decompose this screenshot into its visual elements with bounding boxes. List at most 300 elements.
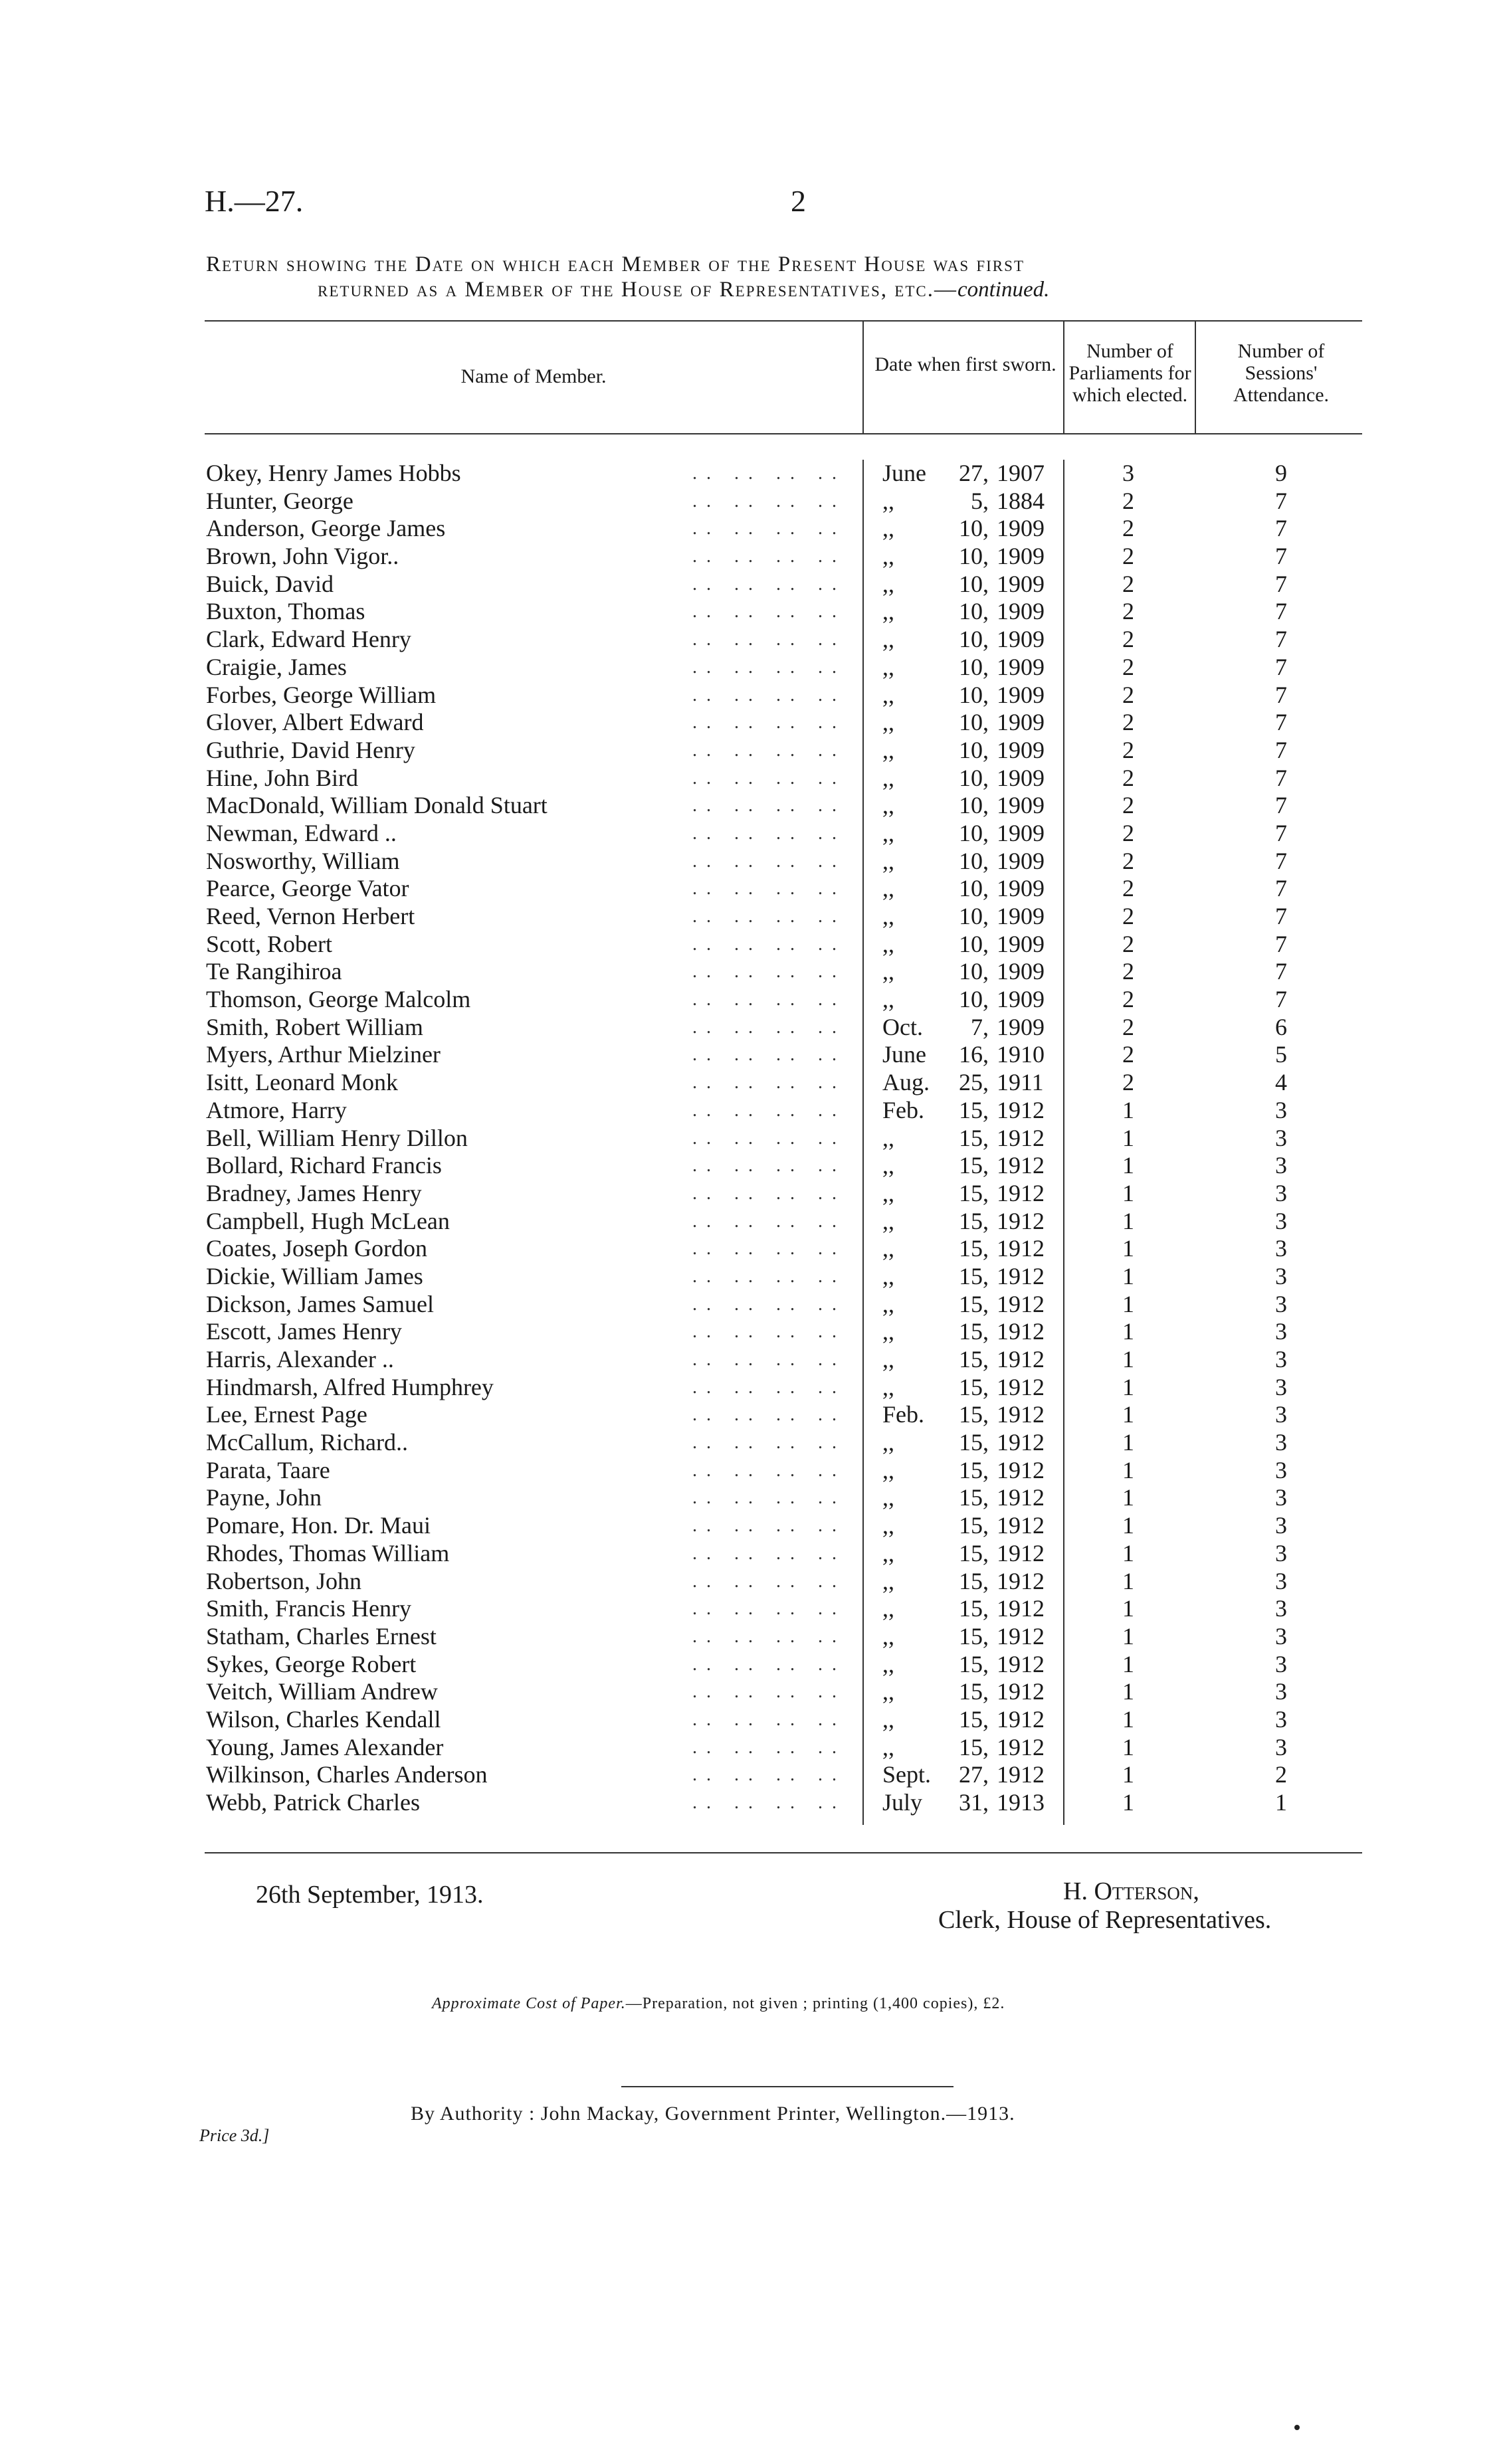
cell-sessions: 4 (1275, 1069, 1287, 1096)
table-row (205, 654, 1362, 682)
cell-parliaments: 2 (1122, 487, 1134, 514)
cell-name: Smith, Robert William (206, 1013, 423, 1040)
leader-dots: .. .. .. .. (692, 1460, 846, 1481)
cell-name: Isitt, Leonard Monk (206, 1069, 398, 1096)
table-row (205, 903, 1362, 931)
cell-sessions: 7 (1275, 792, 1287, 819)
leader-dots: .. .. .. .. (692, 1709, 846, 1730)
cell-name: MacDonald, William Donald Stuart (206, 792, 548, 819)
cell-month: ,, (882, 543, 894, 570)
cell-name: Thomson, George Malcolm (206, 986, 471, 1013)
table-row (205, 1761, 1362, 1789)
page-number: 2 (791, 184, 806, 218)
cell-month: ,, (882, 764, 894, 791)
cell-name: Wilson, Charles Kendall (206, 1705, 441, 1733)
header-parliaments: Number of Parliaments for which elected. (1068, 340, 1191, 406)
cell-sessions: 7 (1275, 930, 1287, 957)
cell-month: ,, (882, 1207, 894, 1234)
cell-parliaments: 2 (1122, 653, 1134, 680)
cell-name: Parata, Taare (206, 1456, 330, 1483)
cell-day: 10, (959, 930, 989, 957)
cell-day: 27, (959, 460, 989, 486)
cell-parliaments: 2 (1122, 986, 1134, 1013)
cell-year: 1912 (997, 1705, 1045, 1733)
table-row (205, 1651, 1362, 1679)
cell-year: 1909 (997, 958, 1045, 985)
cell-year: 1912 (997, 1290, 1045, 1317)
leader-dots: .. .. .. .. (692, 1099, 846, 1121)
cell-day: 15, (959, 1595, 989, 1622)
cell-year: 1909 (997, 986, 1045, 1013)
table-row (205, 1678, 1362, 1706)
table-row (205, 1623, 1362, 1651)
column-divider (1063, 320, 1064, 433)
cell-parliaments: 1 (1122, 1318, 1134, 1345)
cell-year: 1912 (997, 1761, 1045, 1788)
table-row (205, 875, 1362, 903)
cell-year: 1912 (997, 1512, 1045, 1539)
table-row (205, 958, 1362, 986)
table-row (205, 1484, 1362, 1512)
cell-day: 15, (959, 1622, 989, 1650)
leader-dots: .. .. .. .. (692, 1792, 846, 1813)
cell-sessions: 3 (1275, 1484, 1287, 1511)
cell-year: 1912 (997, 1401, 1045, 1428)
leader-dots: .. .. .. .. (692, 1376, 846, 1398)
cell-sessions: 3 (1275, 1262, 1287, 1289)
cell-parliaments: 2 (1122, 1013, 1134, 1040)
cell-name: Pomare, Hon. Dr. Maui (206, 1512, 431, 1539)
cell-month: ,, (882, 1705, 894, 1733)
header-sessions: Number of Sessions' Attendance. (1233, 340, 1330, 406)
table-row (205, 1346, 1362, 1374)
cell-parliaments: 1 (1122, 1290, 1134, 1317)
leader-dots: .. .. .. .. (692, 1487, 846, 1509)
leader-dots: .. .. .. .. (692, 601, 846, 622)
cell-sessions: 3 (1275, 1124, 1287, 1151)
cell-year: 1909 (997, 930, 1045, 957)
cell-name: Rhodes, Thomas William (206, 1539, 450, 1566)
table-row (205, 1125, 1362, 1153)
leader-dots: .. .. .. .. (692, 878, 846, 900)
cell-sessions: 3 (1275, 1622, 1287, 1650)
cell-month: ,, (882, 792, 894, 819)
cost-note (432, 1995, 1005, 2013)
cell-parliaments: 1 (1122, 1761, 1134, 1788)
table-row (205, 571, 1362, 599)
cell-parliaments: 1 (1122, 1622, 1134, 1650)
print-speck (1294, 2425, 1300, 2430)
cost-label: Approximate Cost of Paper. (432, 1995, 626, 2012)
cell-day: 10, (959, 764, 989, 791)
cell-day: 25, (959, 1069, 989, 1096)
price: Price 3d.] (199, 2126, 270, 2145)
cell-year: 1912 (997, 1235, 1045, 1262)
cell-sessions: 3 (1275, 1179, 1287, 1206)
cell-sessions: 7 (1275, 875, 1287, 902)
table-row (205, 1263, 1362, 1291)
leader-dots: .. .. .. .. (692, 1238, 846, 1260)
leader-dots: .. .. .. .. (692, 629, 846, 650)
leader-dots: .. .. .. .. (692, 1404, 846, 1426)
table-row (205, 1595, 1362, 1623)
table-row (205, 1014, 1362, 1042)
caption-line-1: Return showing the Date on which each Member of the Present House was first (206, 252, 1025, 276)
cell-day: 15, (959, 1207, 989, 1234)
cell-day: 15, (959, 1484, 989, 1511)
cell-month: ,, (882, 736, 894, 763)
cell-year: 1912 (997, 1733, 1045, 1760)
cell-name: Payne, John (206, 1484, 322, 1511)
cell-name: Hine, John Bird (206, 764, 358, 791)
cell-sessions: 3 (1275, 1650, 1287, 1677)
table-row (205, 1180, 1362, 1208)
cell-day: 10, (959, 847, 989, 874)
cell-month: ,, (882, 487, 894, 514)
cell-year: 1912 (997, 1346, 1045, 1373)
cell-year: 1909 (997, 515, 1045, 542)
cell-parliaments: 2 (1122, 792, 1134, 819)
cell-sessions: 7 (1275, 543, 1287, 570)
leader-dots: .. .. .. .. (692, 1432, 846, 1454)
cell-sessions: 7 (1275, 626, 1287, 653)
date-signed: 26th September, 1913. (256, 1881, 484, 1909)
leader-dots: .. .. .. .. (692, 1515, 846, 1537)
cell-parliaments: 2 (1122, 930, 1134, 957)
cell-parliaments: 1 (1122, 1401, 1134, 1428)
cell-parliaments: 2 (1122, 515, 1134, 542)
cell-name: Harris, Alexander .. (206, 1346, 394, 1373)
leader-dots: .. .. .. .. (692, 518, 846, 539)
cell-month: ,, (882, 653, 894, 680)
table-top-rule (205, 320, 1362, 322)
cell-name: Atmore, Harry (206, 1096, 347, 1123)
cell-month: ,, (882, 903, 894, 929)
leader-dots: .. .. .. .. (692, 712, 846, 733)
table-row (205, 1429, 1362, 1457)
leader-dots: .. .. .. .. (692, 656, 846, 678)
table-row (205, 626, 1362, 654)
cell-parliaments: 1 (1122, 1678, 1134, 1705)
cell-year: 1912 (997, 1207, 1045, 1234)
cell-parliaments: 1 (1122, 1179, 1134, 1206)
cell-month: ,, (882, 1456, 894, 1483)
cell-sessions: 7 (1275, 681, 1287, 708)
cell-year: 1913 (997, 1789, 1045, 1816)
cell-year: 1909 (997, 709, 1045, 736)
cell-sessions: 7 (1275, 598, 1287, 625)
cell-sessions: 7 (1275, 764, 1287, 791)
table-row (205, 1152, 1362, 1180)
cell-sessions: 2 (1275, 1761, 1287, 1788)
leader-dots: .. .. .. .. (692, 822, 846, 844)
leader-dots: .. .. .. .. (692, 490, 846, 512)
cell-parliaments: 1 (1122, 1484, 1134, 1511)
cell-parliaments: 1 (1122, 1595, 1134, 1622)
cell-sessions: 3 (1275, 1429, 1287, 1456)
cell-sessions: 3 (1275, 1346, 1287, 1373)
cell-month: June (882, 460, 926, 486)
cell-day: 15, (959, 1567, 989, 1594)
cell-sessions: 1 (1275, 1789, 1287, 1816)
cell-year: 1909 (997, 736, 1045, 763)
cell-month: ,, (882, 1290, 894, 1317)
cell-month: ,, (882, 1179, 894, 1206)
printer-authority: By Authority : John Mackay, Government Printer, Wellington.—1913. (411, 2103, 1015, 2125)
table-row (205, 737, 1362, 765)
table-row (205, 1374, 1362, 1402)
cell-day: 5, (971, 487, 989, 514)
cell-day: 10, (959, 681, 989, 708)
cell-month: ,, (882, 681, 894, 708)
cell-day: 10, (959, 515, 989, 542)
cell-name: Glover, Albert Edward (206, 709, 424, 736)
table-row (205, 1789, 1362, 1817)
cell-month: ,, (882, 1235, 894, 1262)
cell-year: 1909 (997, 653, 1045, 680)
cell-year: 1909 (997, 819, 1045, 846)
table-row (205, 709, 1362, 737)
cell-parliaments: 1 (1122, 1650, 1134, 1677)
cell-parliaments: 3 (1122, 460, 1134, 486)
cell-parliaments: 1 (1122, 1124, 1134, 1151)
cell-parliaments: 1 (1122, 1207, 1134, 1234)
cell-parliaments: 2 (1122, 1041, 1134, 1068)
cell-day: 10, (959, 543, 989, 570)
leader-dots: .. .. .. .. (692, 1183, 846, 1204)
cell-day: 15, (959, 1650, 989, 1677)
cell-month: ,, (882, 1567, 894, 1594)
cell-sessions: 3 (1275, 1595, 1287, 1622)
cell-name: Bradney, James Henry (206, 1179, 422, 1206)
cell-parliaments: 1 (1122, 1152, 1134, 1179)
table-row (205, 488, 1362, 516)
cell-name: Sykes, George Robert (206, 1650, 417, 1677)
cell-parliaments: 1 (1122, 1373, 1134, 1400)
cell-year: 1909 (997, 626, 1045, 653)
cell-year: 1909 (997, 598, 1045, 625)
table-body (205, 460, 1362, 1817)
cell-parliaments: 1 (1122, 1512, 1134, 1539)
cell-name: Newman, Edward .. (206, 819, 397, 846)
cell-day: 10, (959, 598, 989, 625)
cell-name: Smith, Francis Henry (206, 1595, 411, 1622)
cell-name: Coates, Joseph Gordon (206, 1235, 427, 1262)
cell-month: ,, (882, 1512, 894, 1539)
cell-parliaments: 2 (1122, 681, 1134, 708)
cell-month: ,, (882, 847, 894, 874)
cell-name: Statham, Charles Ernest (206, 1622, 437, 1650)
cell-year: 1909 (997, 764, 1045, 791)
cell-month: ,, (882, 1262, 894, 1289)
cell-month: ,, (882, 1622, 894, 1650)
cell-day: 10, (959, 903, 989, 929)
cell-month: ,, (882, 819, 894, 846)
cell-sessions: 7 (1275, 903, 1287, 929)
cell-year: 1909 (997, 1013, 1045, 1040)
leader-dots: .. .. .. .. (692, 1044, 846, 1066)
table-row (205, 1041, 1362, 1069)
cell-month: ,, (882, 1124, 894, 1151)
cell-day: 15, (959, 1262, 989, 1289)
cell-parliaments: 1 (1122, 1789, 1134, 1816)
cell-name: Robertson, John (206, 1567, 361, 1594)
cell-year: 1912 (997, 1678, 1045, 1705)
cell-month: ,, (882, 598, 894, 625)
cell-year: 1912 (997, 1318, 1045, 1345)
cell-day: 10, (959, 819, 989, 846)
cell-sessions: 3 (1275, 1152, 1287, 1179)
cell-day: 31, (959, 1789, 989, 1816)
cell-name: Scott, Robert (206, 930, 332, 957)
cell-name: Escott, James Henry (206, 1318, 402, 1345)
leader-dots: .. .. .. .. (692, 767, 846, 789)
cell-parliaments: 2 (1122, 736, 1134, 763)
table-bottom-rule (205, 1852, 1362, 1853)
cell-month: Sept. (882, 1761, 932, 1788)
leader-dots: .. .. .. .. (692, 1737, 846, 1758)
leader-dots: .. .. .. .. (692, 906, 846, 927)
cell-sessions: 7 (1275, 709, 1287, 736)
leader-dots: .. .. .. .. (692, 989, 846, 1010)
cell-sessions: 3 (1275, 1539, 1287, 1566)
leader-dots: .. .. .. .. (692, 850, 846, 872)
column-divider (1195, 320, 1196, 433)
cell-name: Dickie, William James (206, 1262, 423, 1289)
leader-dots: .. .. .. .. (692, 1072, 846, 1093)
cell-year: 1912 (997, 1484, 1045, 1511)
cell-sessions: 3 (1275, 1401, 1287, 1428)
cell-sessions: 3 (1275, 1096, 1287, 1123)
leader-dots: .. .. .. .. (692, 1764, 846, 1786)
cell-day: 15, (959, 1235, 989, 1262)
cell-parliaments: 1 (1122, 1539, 1134, 1566)
cell-month: Oct. (882, 1013, 923, 1040)
cell-parliaments: 1 (1122, 1235, 1134, 1262)
cell-year: 1910 (997, 1041, 1045, 1068)
cell-month: ,, (882, 1733, 894, 1760)
cell-month: ,, (882, 1650, 894, 1677)
table-row (205, 820, 1362, 848)
cell-sessions: 3 (1275, 1290, 1287, 1317)
cell-month: ,, (882, 986, 894, 1013)
members-table (205, 320, 1362, 1855)
cell-day: 15, (959, 1346, 989, 1373)
cell-sessions: 5 (1275, 1041, 1287, 1068)
table-header-rule (205, 433, 1362, 434)
cell-parliaments: 2 (1122, 570, 1134, 597)
table-row (205, 598, 1362, 626)
cell-name: Young, James Alexander (206, 1733, 444, 1760)
cell-day: 15, (959, 1733, 989, 1760)
cell-parliaments: 2 (1122, 764, 1134, 791)
cell-month: ,, (882, 1373, 894, 1400)
cell-month: ,, (882, 1678, 894, 1705)
caption-continued: continued. (957, 278, 1050, 302)
cell-day: 15, (959, 1318, 989, 1345)
cell-name: Nosworthy, William (206, 847, 400, 874)
cell-name: Te Rangihiroa (206, 958, 342, 985)
cell-day: 15, (959, 1124, 989, 1151)
cell-sessions: 3 (1275, 1512, 1287, 1539)
cell-year: 1912 (997, 1373, 1045, 1400)
cell-day: 15, (959, 1373, 989, 1400)
cell-month: ,, (882, 930, 894, 957)
leader-dots: .. .. .. .. (692, 546, 846, 567)
cell-month: ,, (882, 570, 894, 597)
table-row (205, 986, 1362, 1014)
cell-year: 1911 (997, 1069, 1044, 1096)
cell-sessions: 3 (1275, 1235, 1287, 1262)
cell-parliaments: 1 (1122, 1456, 1134, 1483)
leader-dots: .. .. .. .. (692, 573, 846, 595)
cell-sessions: 7 (1275, 653, 1287, 680)
cell-year: 1912 (997, 1650, 1045, 1677)
cell-year: 1909 (997, 792, 1045, 819)
leader-dots: .. .. .. .. (692, 933, 846, 955)
cell-day: 15, (959, 1179, 989, 1206)
cell-name: Veitch, William Andrew (206, 1678, 438, 1705)
cell-sessions: 3 (1275, 1733, 1287, 1760)
cell-sessions: 7 (1275, 736, 1287, 763)
table-row (205, 931, 1362, 959)
cell-month: ,, (882, 626, 894, 653)
cell-year: 1907 (997, 460, 1045, 486)
cell-day: 15, (959, 1705, 989, 1733)
header-name-of-member: Name of Member. (460, 365, 607, 387)
cell-year: 1909 (997, 903, 1045, 929)
cell-sessions: 7 (1275, 958, 1287, 985)
leader-dots: .. .. .. .. (692, 1681, 846, 1703)
cell-month: ,, (882, 1484, 894, 1511)
leader-dots: .. .. .. .. (692, 1654, 846, 1675)
cell-sessions: 3 (1275, 1456, 1287, 1483)
cell-name: McCallum, Richard.. (206, 1429, 408, 1456)
table-row (205, 765, 1362, 793)
cell-parliaments: 1 (1122, 1567, 1134, 1594)
cell-name: Pearce, George Vator (206, 875, 409, 902)
cell-name: Forbes, George William (206, 681, 437, 708)
cell-parliaments: 1 (1122, 1096, 1134, 1123)
document-reference: H.—27. (205, 184, 304, 218)
cell-name: Guthrie, David Henry (206, 736, 415, 763)
clerk-title: Clerk, House of Representatives. (938, 1906, 1272, 1934)
cell-name: Bollard, Richard Francis (206, 1152, 442, 1179)
cell-month: July (882, 1789, 923, 1816)
cell-name: Campbell, Hugh McLean (206, 1207, 450, 1234)
cell-name: Anderson, George James (206, 515, 446, 542)
leader-dots: .. .. .. .. (692, 1155, 846, 1177)
cell-year: 1912 (997, 1152, 1045, 1179)
cell-parliaments: 1 (1122, 1262, 1134, 1289)
cell-sessions: 7 (1275, 819, 1287, 846)
leader-dots: .. .. .. .. (692, 1210, 846, 1232)
cell-month: ,, (882, 1152, 894, 1179)
table-row (205, 1540, 1362, 1568)
table-row (205, 792, 1362, 820)
cell-day: 10, (959, 570, 989, 597)
cell-year: 1912 (997, 1456, 1045, 1483)
cell-sessions: 7 (1275, 570, 1287, 597)
table-row (205, 1069, 1362, 1097)
cell-year: 1912 (997, 1096, 1045, 1123)
table-row (205, 848, 1362, 876)
cell-parliaments: 2 (1122, 819, 1134, 846)
cell-month: ,, (882, 875, 894, 902)
cell-parliaments: 2 (1122, 847, 1134, 874)
cell-month: Feb. (882, 1096, 924, 1123)
cost-text: —Preparation, not given ; printing (1,400 copies), £2. (625, 1995, 1005, 2012)
